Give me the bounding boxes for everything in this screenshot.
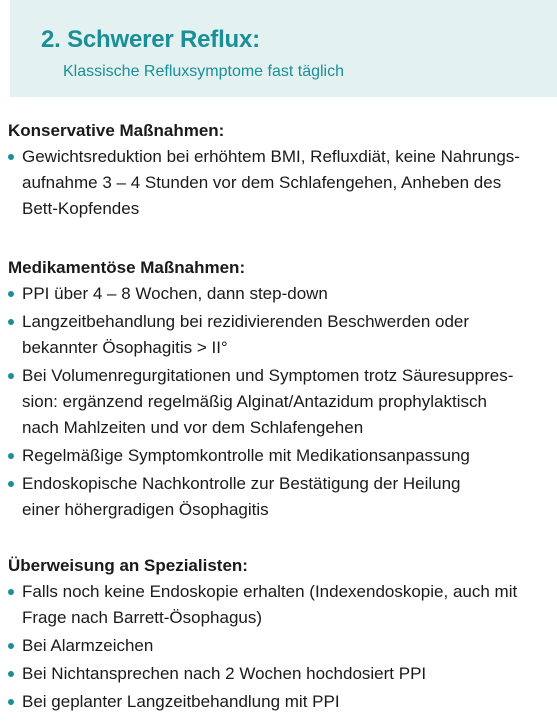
list-item: [8, 443, 548, 469]
page-subtitle: Klassische Refluxsymptome fast täglich: [63, 63, 344, 80]
item-text-line: Langzeitbehandlung bei rezidivierenden Beschwerden oder: [22, 312, 470, 331]
section-konservative-massnahmen: [8, 117, 548, 224]
item-text-line: Bei Alarmzeichen: [22, 636, 154, 655]
section-heading: Konservative Maßnahmen:: [8, 121, 225, 140]
page-title: 2. Schwerer Reflux:: [41, 26, 260, 53]
item-text-line: Bei Volumenregurgitationen und Symptomen trotz Säuresuppres-: [22, 366, 514, 385]
item-text-line: Bei Nichtansprechen nach 2 Wochen hochdosiert PPI: [22, 664, 427, 683]
item-text-line: Bett-Kopfendes: [22, 199, 140, 218]
item-text-line: Regelmäßige Symptomkontrolle mit Medikationsanpassung: [22, 446, 470, 465]
list-item: [8, 144, 548, 222]
item-text-line: aufnahme 3 – 4 Stunden vor dem Schlafengehen, Anheben des: [22, 173, 502, 192]
list-item: [8, 281, 548, 307]
item-text-line: PPI über 4 – 8 Wochen, dann step-down: [22, 284, 328, 303]
bullet-list: [8, 579, 548, 715]
bullet-icon: [8, 643, 14, 649]
bullet-icon: [8, 671, 14, 677]
item-text-line: sion: ergänzend regelmäßig Alginat/Antazidum prophylaktisch: [22, 392, 487, 411]
list-item: [8, 689, 548, 715]
bullet-icon: [8, 373, 14, 379]
bullet-icon: [8, 589, 14, 595]
item-text-line: Frage nach Barrett-Ösophagus): [22, 608, 263, 627]
list-item: [8, 579, 548, 631]
section-heading: Medikamentöse Maßnahmen:: [8, 258, 246, 277]
list-item: [8, 471, 548, 523]
item-text-line: Endoskopische Nachkontrolle zur Bestätigung der Heilung: [22, 474, 461, 493]
bullet-icon: [8, 699, 14, 705]
item-text-line: bekannter Ösophagitis > II°: [22, 338, 228, 357]
bullet-icon: [8, 291, 14, 297]
bullet-list: [8, 144, 548, 222]
list-item: [8, 363, 548, 441]
bullet-icon: [8, 319, 14, 325]
bullet-list: [8, 281, 548, 523]
section-medikamentoese-massnahmen: [8, 254, 548, 525]
bullet-icon: [8, 481, 14, 487]
item-text-line: einer höhergradigen Ösophagitis: [22, 500, 269, 519]
section-ueberweisung-an-spezialisten: [8, 552, 548, 717]
bullet-icon: [8, 453, 14, 459]
bullet-icon: [8, 154, 14, 160]
item-text-line: Falls noch keine Endoskopie erhalten (Indexendoskopie, auch mit: [22, 582, 518, 601]
item-text-line: Bei geplanter Langzeitbehandlung mit PPI: [22, 692, 340, 711]
list-item: [8, 661, 548, 687]
section-heading: Überweisung an Spezialisten:: [8, 556, 248, 575]
item-text-line: nach Mahlzeiten und vor dem Schlafengehen: [22, 418, 364, 437]
item-text-line: Gewichtsreduktion bei erhöhtem BMI, Refluxdiät, keine Nahrungs-: [22, 147, 520, 166]
list-item: [8, 633, 548, 659]
header-box: [10, 0, 557, 97]
list-item: [8, 309, 548, 361]
